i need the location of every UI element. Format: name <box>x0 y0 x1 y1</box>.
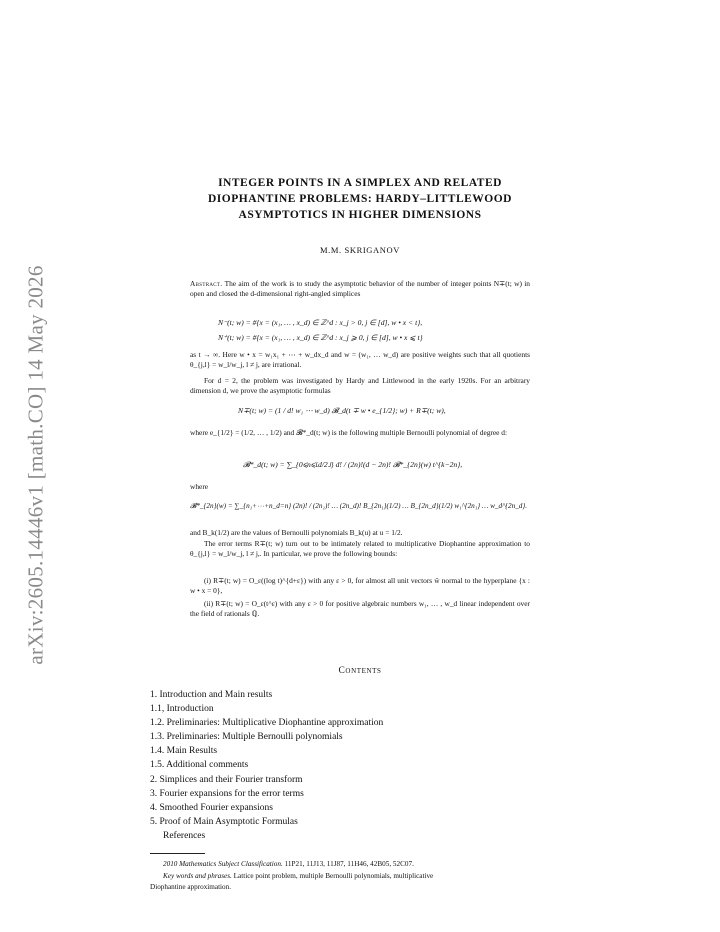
paper-title <box>150 175 570 223</box>
abstract-text-1: The aim of the work is to study the asymptotic behavior of the number of integer points N∓(t; w) in open and closed the d-dimensional right-angled simplices <box>190 279 530 298</box>
equation-bernoulli-coefficients: 𝓑*_{2n}(w) = ∑_{n₁+⋯+n_d=n} (2n)! / (2n₁)! … (2n_d)! B_{2n₁}(1/2) … B_{2n_d}(1/2) w₁^{2n₁} … w_d^{2n_d}. <box>190 502 528 510</box>
abstract-paragraph-2: as t → ∞. Here w • x = w₁x₁ + ⋯ + w_dx_d and w = (w₁, … w_d) are positive weights such that all quotients θ_{j,l} = w_l/w_j, l ≠ j, are irrational. <box>190 350 530 369</box>
table-of-contents <box>150 688 570 843</box>
toc-item-1[interactable]: 1. Introduction and Main results <box>150 690 273 700</box>
footnote-keywords-continued: Diophantine approximation. <box>150 883 232 891</box>
toc-item-1-1[interactable]: 1.1, Introduction <box>150 704 214 715</box>
toc-item-3[interactable]: 3. Fourier expansions for the error terms <box>150 788 304 799</box>
abstract-bound-i: (i) R∓(t; w) = O_ε((log t)^{d+ε}) with any ε > 0, for almost all unit vectors ŵ normal to the hyperplane {x : w • x = 0}, <box>190 576 530 595</box>
toc-item-references[interactable]: References <box>163 830 206 841</box>
title-line-1: INTEGER POINTS IN A SIMPLEX AND RELATED <box>218 177 502 189</box>
keywords-label: Key words and phrases. <box>163 872 232 880</box>
arxiv-sidebar-stamp <box>14 232 58 698</box>
arxiv-identifier: arXiv:2605.14446v1 [math.CO] 14 May 2026 <box>23 265 48 665</box>
toc-item-1-3[interactable]: 1.3. Preliminaries: Multiple Bernoulli polynomials <box>150 732 343 743</box>
abstract-paragraph-5: and B_k(1/2) are the values of Bernoulli polynomials B_k(u) at u = 1/2. <box>190 528 403 537</box>
equation-bernoulli-polynomial: 𝓑*_d(t; w) = ∑_{0⩽n⩽⌊d/2⌋} d! / (2n)!(d − 2n)! 𝓑*_{2n}(w) t^{k−2n}, <box>243 460 463 469</box>
toc-item-4[interactable]: 4. Smoothed Fourier expansions <box>150 802 273 813</box>
equation-asymptotic-formula: N∓(t; w) = (1 / d! w₁ ⋯ w_d) 𝓑_d(t ∓ w • e_{1/2}; w) + R∓(t; w), <box>238 406 446 415</box>
footnote-keywords <box>150 871 593 881</box>
toc-item-1-4[interactable]: 1.4. Main Results <box>150 746 218 757</box>
msc-codes: 11P21, 11J13, 11J87, 11H46, 42B05, 52C07. <box>284 860 414 868</box>
equation-n-minus: N⁻(t; w) = #{x = (x₁, … , x_d) ∈ ℤ^d : x_j > 0, j ∈ [d], w • x < t}, <box>218 318 423 327</box>
footnote-msc <box>150 859 593 869</box>
msc-label: 2010 Mathematics Subject Classification. <box>163 860 283 868</box>
toc-item-2[interactable]: 2. Simplices and their Fourier transform <box>150 774 303 785</box>
abstract-where: where <box>190 482 209 491</box>
keywords-text: Lattice point problem, multiple Bernoulli polynomials, multiplicative <box>233 872 434 880</box>
title-line-3: ASYMPTOTICS IN HIGHER DIMENSIONS <box>238 209 482 221</box>
abstract-bound-ii: (ii) R∓(t; w) = O_ε(t^ε) with any ε > 0 for positive algebraic numbers w₁, … , w_d linear independent over the field of rationals ℚ. <box>190 599 530 618</box>
abstract-paragraph-1 <box>190 279 530 298</box>
abstract-paragraph-4: where e_{1/2} = (1/2, … , 1/2) and 𝓑*_d(t; w) is the following multiple Bernoulli polynomial of degree d: <box>190 428 508 437</box>
abstract-label: Abstract. <box>190 279 223 288</box>
equation-n-plus: N⁺(t; w) = #{x = (x₁, … , x_d) ∈ ℤ^d : x_j ⩾ 0, j ∈ [d], w • x ⩽ t} <box>218 333 423 342</box>
toc-item-5[interactable]: 5. Proof of Main Asymptotic Formulas <box>150 816 298 827</box>
abstract-paragraph-6: The error terms R∓(t; w) turn out to be intimately related to multiplicative Diophantine approximation to θ_{j,l} = w_l/w_j, l ≠ j,. In particular, we prove the following bounds: <box>190 539 530 558</box>
author-name: M.M. SKRIGANOV <box>320 245 400 255</box>
contents-heading: Contents <box>338 666 382 676</box>
toc-item-1-2[interactable]: 1.2. Preliminaries: Multiplicative Diophantine approximation <box>150 718 384 729</box>
toc-item-1-5[interactable]: 1.5. Additional comments <box>150 760 249 771</box>
footnote-rule <box>150 853 205 854</box>
abstract-paragraph-3: For d = 2, the problem was investigated by Hardy and Littlewood in the early 1920s. For an arbitrary dimension d, we prove the asymptotic formulas <box>190 376 530 395</box>
title-line-2: DIOPHANTINE PROBLEMS: HARDY–LITTLEWOOD <box>208 193 512 205</box>
